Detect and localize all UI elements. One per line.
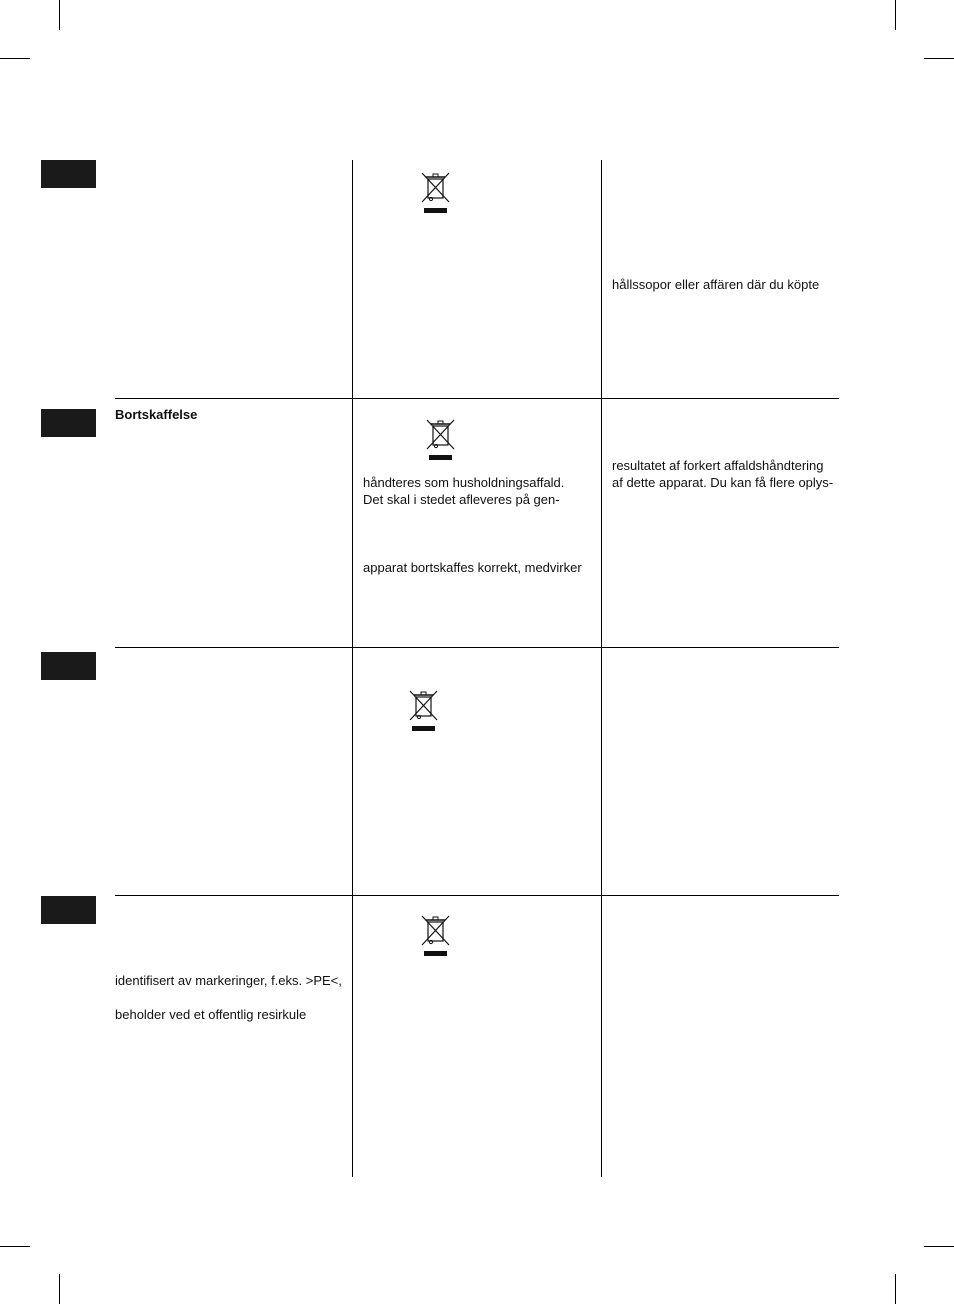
crop-mark-right-bottom	[924, 1246, 954, 1247]
weee-crossed-bin-icon	[419, 914, 453, 958]
weee-crossed-bin-icon	[407, 689, 441, 733]
crop-mark-top-left	[59, 0, 60, 30]
section-dk-col2-line-1: håndteres som husholdningsaffald.	[363, 475, 565, 490]
crop-mark-top-right	[895, 0, 896, 30]
language-tab-3	[41, 652, 96, 680]
section-dk-col2-line-3: apparat bortskaffes korrekt, medvirker	[363, 560, 582, 575]
section-divider-1	[115, 398, 839, 399]
section-divider-3	[115, 895, 839, 896]
section-dk-col3-line-2: af dette apparat. Du kan få flere oplys-	[612, 475, 834, 490]
crop-mark-left-bottom	[0, 1246, 30, 1247]
section-dk-col2-line-2: Det skal i stedet afleveres på gen-	[363, 492, 560, 507]
language-tab-4	[41, 896, 96, 924]
crop-mark-right-top	[924, 58, 954, 59]
weee-crossed-bin-icon	[419, 171, 453, 215]
crop-mark-left-top	[0, 58, 30, 59]
column-divider-1	[352, 160, 353, 1177]
column-divider-2	[601, 160, 602, 1177]
section-dk-heading: Bortskaffelse	[115, 407, 198, 422]
section-no-col1-line-1: identifisert av markeringer, f.eks. >PE<,	[115, 973, 342, 988]
crop-mark-bottom-left	[59, 1274, 60, 1304]
section-se-col3-line-1: hållssopor eller affären där du köpte	[612, 277, 820, 292]
crop-mark-bottom-right	[895, 1274, 896, 1304]
weee-crossed-bin-icon	[424, 418, 458, 462]
language-tab-2	[41, 409, 96, 437]
section-divider-2	[115, 647, 839, 648]
language-tab-1	[41, 160, 96, 188]
section-dk-col3-line-1: resultatet af forkert affaldshåndtering	[612, 458, 824, 473]
section-no-col1-line-2: beholder ved et offentlig resirkule	[115, 1007, 307, 1022]
